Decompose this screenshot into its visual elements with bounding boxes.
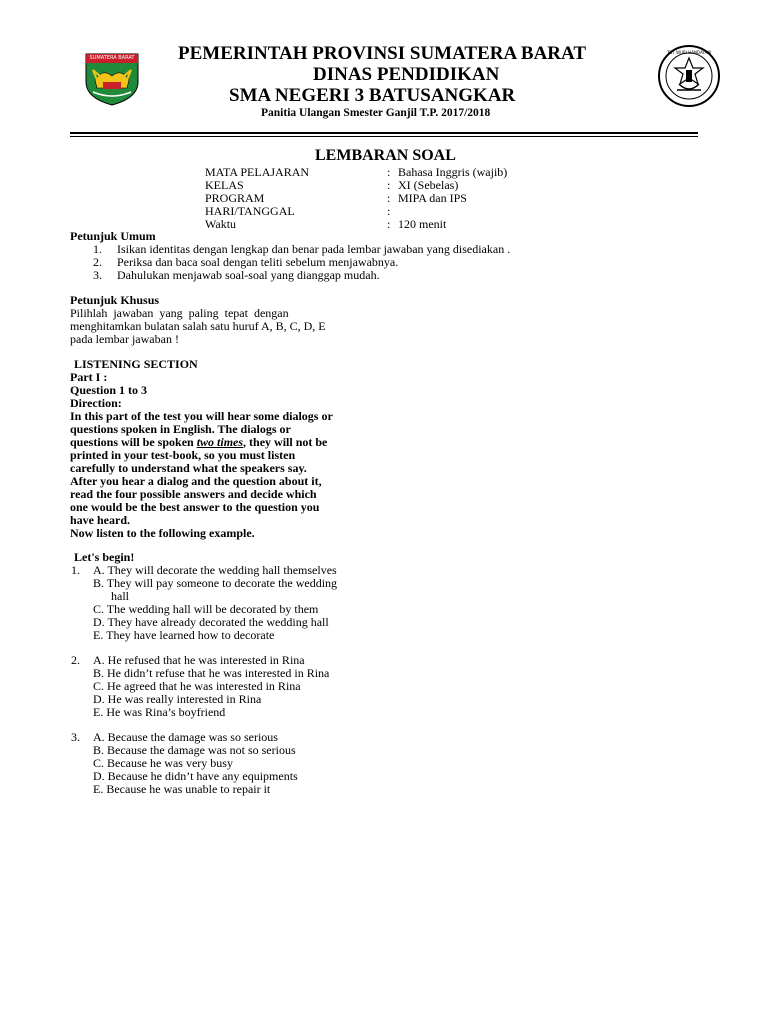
answer-option-continuation: hall [111, 589, 129, 603]
direction-label: Direction: [70, 396, 122, 410]
lets-begin: Let's begin! [74, 550, 135, 564]
special-instruction-line: Pilihlah jawaban yang paling tepat dengan [70, 306, 289, 320]
header-rule-thick [70, 132, 698, 134]
info-label: HARI/TANGGAL [205, 204, 295, 218]
info-value: Bahasa Inggris (wajib) [398, 165, 508, 179]
special-instruction-line: pada lembar jawaban ! [70, 332, 179, 346]
question-range: Question 1 to 3 [70, 383, 148, 397]
info-label: MATA PELAJARAN [205, 165, 310, 179]
item-text: Isikan identitas dengan lengkap dan benar pada lembar jawaban yang disediakan . [117, 242, 511, 256]
info-value: 120 menit [398, 217, 447, 231]
sumbar-logo [83, 52, 141, 106]
question-number: 2. [71, 653, 80, 667]
direction-line: questions spoken in English. The dialogs or [70, 422, 291, 436]
answer-option: C. He agreed that he was interested in Rina [93, 679, 301, 693]
answer-option: D. Because he didn’t have any equipments [93, 769, 298, 783]
direction-line: printed in your test-book, so you must listen [70, 448, 296, 462]
listening-section-heading: LISTENING SECTION [74, 357, 198, 371]
direction-text: , they will not be [243, 435, 328, 449]
special-instructions-heading: Petunjuk Khusus [70, 293, 160, 307]
info-label: Waktu [205, 217, 237, 231]
direction-line: read the four possible answers and decide which [70, 487, 317, 501]
answer-option: E. He was Rina’s boyfriend [93, 705, 226, 719]
general-instruction-item [93, 268, 380, 282]
header-committee: Panitia Ulangan Smester Ganjil T.P. 2017/2018 [261, 107, 491, 119]
answer-option: E. They have learned how to decorate [93, 628, 275, 642]
item-text: Periksa dan baca soal dengan teliti sebelum menjawabnya. [117, 255, 399, 269]
answer-option: C. Because he was very busy [93, 756, 233, 770]
answer-option: B. They will pay someone to decorate the wedding [93, 576, 338, 590]
item-number: 2. [93, 255, 102, 269]
info-separator: : [387, 217, 391, 231]
sumbar-logo-text: SUMATERA BARAT [89, 55, 135, 61]
document-title: LEMBARAN SOAL [315, 147, 456, 164]
item-number: 3. [93, 268, 102, 282]
info-separator: : [387, 165, 391, 179]
special-instruction-line: menghitamkan bulatan salah satu huruf A, B, C, D, E [70, 319, 326, 333]
info-separator: : [387, 204, 391, 218]
answer-option: B. He didn’t refuse that he was interested in Rina [93, 666, 330, 680]
question-number: 3. [71, 730, 80, 744]
item-number: 1. [93, 242, 102, 256]
header-school: SMA NEGERI 3 BATUSANGKAR [229, 85, 516, 106]
item-text: Dahulukan menjawab soal-soal yang dianggap mudah. [117, 268, 380, 282]
info-separator: : [387, 178, 391, 192]
answer-option: C. The wedding hall will be decorated by them [93, 602, 319, 616]
header-province: PEMERINTAH PROVINSI SUMATERA BARAT [178, 43, 587, 64]
header-rule-thin [70, 136, 698, 137]
tut-wuri-handayani-logo [657, 44, 721, 108]
answer-option: A. He refused that he was interested in Rina [93, 653, 305, 667]
answer-option: A. Because the damage was so serious [93, 730, 278, 744]
answer-option: B. Because the damage was not so serious [93, 743, 296, 757]
info-value: XI (Sebelas) [398, 178, 459, 192]
direction-line: Now listen to the following example. [70, 526, 255, 540]
direction-line: carefully to understand what the speakers say. [70, 461, 307, 475]
info-label: PROGRAM [205, 191, 265, 205]
info-label: KELAS [205, 178, 244, 192]
answer-option: D. They have already decorated the wedding hall [93, 615, 329, 629]
question-number: 1. [71, 563, 80, 577]
direction-line: After you hear a dialog and the question about it, [70, 474, 322, 488]
direction-line: In this part of the test you will hear some dialogs or [70, 409, 333, 423]
emphasis-two-times [197, 435, 243, 449]
tut-wuri-logo-text: TUT WURI HANDAYANI [667, 50, 712, 55]
part-label: Part I : [70, 370, 108, 384]
info-separator: : [387, 191, 391, 205]
answer-option: D. He was really interested in Rina [93, 692, 262, 706]
general-instructions-heading: Petunjuk Umum [70, 229, 156, 243]
direction-line: one would be the best answer to the question you [70, 500, 320, 514]
info-value: MIPA dan IPS [398, 191, 467, 205]
direction-text: questions will be spoken [70, 435, 194, 449]
header-department: DINAS PENDIDIKAN [313, 64, 500, 85]
answer-option: E. Because he was unable to repair it [93, 782, 271, 796]
direction-line: have heard. [70, 513, 130, 527]
answer-option: A. They will decorate the wedding hall themselves [93, 563, 337, 577]
emphasis-text: two times [196, 435, 244, 449]
